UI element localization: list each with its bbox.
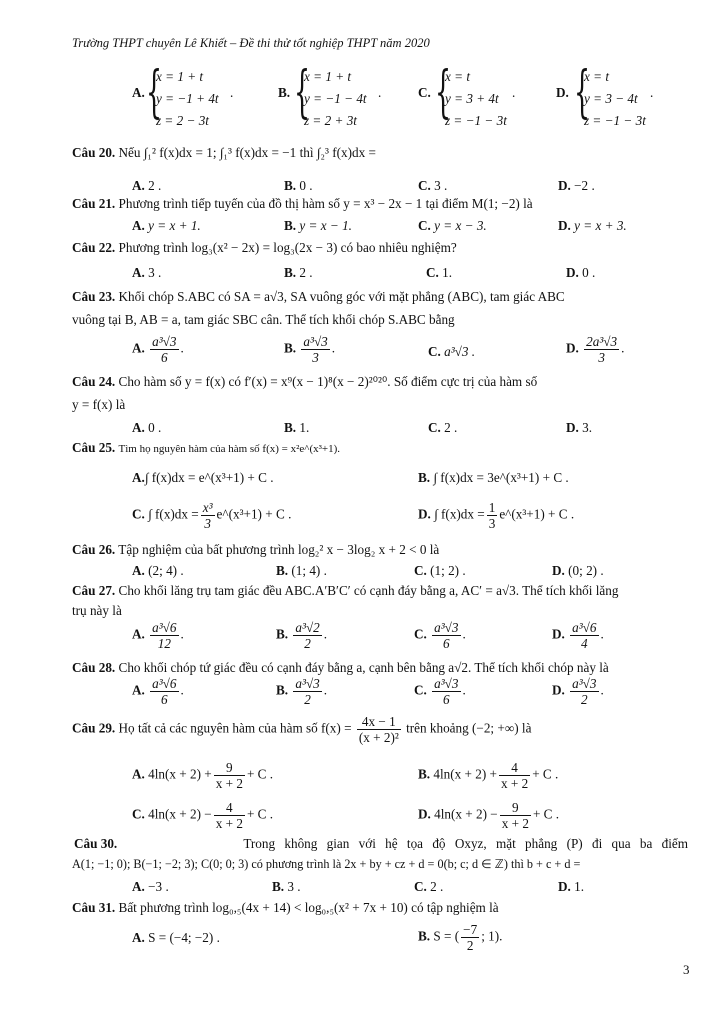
q29-option-d[interactable] [418,800,559,831]
q24-option-a[interactable] [132,420,161,436]
option-text: 3 . [434,178,448,193]
question-30-line2: A(1; −1; 0); B(−1; −2; 3); C(0; 0; 3) có phương trình là 2x + by + cz + d = 0(b; c; d ∈ ℤ) thì b + c + d = [72,857,581,871]
option-label: B. [418,928,431,944]
option-text: (1; 2) . [430,563,466,578]
q19-option-b[interactable]: B. { x = 1 + t y = −1 − 4t z = 2 + 3t . [278,66,398,132]
option-label: D. [566,420,579,435]
question-26 [72,542,439,558]
row: y = 3 + 4t [445,91,499,106]
question-30 [74,836,688,852]
option-label: B. [284,218,297,233]
option-label: B. [284,340,297,356]
row: y = −1 − 4t [304,91,367,106]
option-text: y = x + 1. [148,218,201,233]
row: z = −1 − 3t [584,113,646,128]
option-label: C. [426,265,439,280]
option-label: B. [418,470,431,485]
option-text: y = x + 3. [574,218,627,233]
q20-option-c[interactable] [418,178,447,194]
fraction: $\frac{4}{x + 2}$ [500,760,529,792]
question-21 [72,196,533,212]
option-text: y = x − 3. [434,218,487,233]
option-label: A. [132,470,145,485]
fraction: $\frac{\text{a³√6}}{4}$ [572,620,597,652]
option-label: B. [284,178,297,193]
row: z = 2 − 3t [156,113,209,128]
fraction: $\frac{\text{a³√3}}{2}$ [572,676,597,708]
option-label: A. [132,420,145,435]
question-number: Câu 25. [72,440,116,455]
question-text: Tìm họ nguyên hàm của hàm số f(x) = x²e^(x³+1). [118,443,341,455]
q30-option-a[interactable] [132,879,169,895]
option-label: B. [278,85,291,100]
q26-option-d[interactable] [552,563,604,579]
option-text: 1. [299,420,310,435]
row: y = 3 − 4t [584,91,638,106]
question-text: Khối chóp S.ABC có SA = a√3, SA vuông góc với mặt phẳng (ABC), tam giác ABC [118,289,565,304]
fraction: $\frac{4x - 1}{\text{(x + 2)²}}$ [358,714,399,746]
option-label: A. [132,218,145,233]
q25-option-c[interactable] [132,500,291,531]
option-text: + C . [246,806,274,822]
option-label: B. [276,626,289,642]
option-text: 4ln(x + 2) − [434,806,498,822]
option-label: D. [556,85,569,100]
option-text: S = (−4; −2) . [148,930,220,945]
option-text: ; 1). [481,928,503,944]
question-23 [72,289,565,305]
fraction: $\frac{\text{2a³√3}}{3}$ [586,334,618,366]
q30-option-c[interactable] [414,879,443,895]
page-number: 3 [683,962,690,977]
option-label: D. [418,806,431,822]
option-text: −3 . [148,879,169,894]
option-label: D. [558,218,571,233]
option-label: A. [132,626,145,642]
question-text: Cho khối lăng trụ tam giác đều ABC.A′B′C′ có cạnh đáy bằng a, AC′ = a√3. Thể tích khối lăng [118,583,619,598]
q26-option-c[interactable] [414,563,466,579]
option-text: 0 . [299,178,313,193]
question-text: Họ tất cả các nguyên hàm của hàm số f(x) = [118,720,352,736]
question-text: Tập nghiệm của bất phương trình log₂² x − 3log₂ x + 2 < 0 là [118,542,440,557]
question-text: trên khoảng (−2; +∞) là [406,720,532,736]
q22-option-a[interactable] [132,265,161,281]
option-text: (0; 2) . [568,563,604,578]
fraction: $\frac{\text{a³√3}}{6}$ [152,334,177,366]
row: x = t [445,69,471,84]
q31-option-b[interactable] [418,922,502,953]
question-28 [72,660,609,676]
option-text: 0 . [582,265,596,280]
q23-option-d[interactable]: D. $\frac{\text{2a³√3}}{3}$ . [566,334,625,366]
brace-icon: { [146,60,163,125]
fraction: $\frac{9}{x + 2}$ [501,800,529,832]
option-text: + C . [246,766,274,782]
question-number: Câu 27. [72,583,116,598]
option-label: C. [414,626,427,642]
question-number: Câu 31. [72,900,116,915]
option-text: a³√3 . [444,344,476,359]
fraction: $\frac{4}{x + 2}$ [215,800,243,832]
option-label: A. [132,563,145,578]
q29-option-c[interactable] [132,800,273,831]
question-31 [72,900,499,916]
brace-icon: { [574,60,591,125]
question-27-line2: trụ này là [72,603,122,618]
question-24 [72,374,537,390]
question-29 [72,714,531,745]
option-label: C. [428,344,441,359]
option-text: 2 . [148,178,162,193]
q28-option-b[interactable]: B. $\frac{\text{a³√3}}{2}$ . [276,676,328,708]
option-label: C. [414,682,427,698]
question-number: Câu 29. [72,720,116,736]
option-text: 1. [574,879,585,894]
option-label: B. [276,563,289,578]
q27-option-a[interactable]: A. $\frac{\text{a³√6}}{12}$ . [132,620,184,652]
option-label: C. [132,506,145,522]
option-text: + C . [532,806,560,822]
option-label: A. [132,85,145,100]
brace-icon: { [435,60,452,125]
option-label: B. [284,420,297,435]
q29-option-a[interactable] [132,760,273,791]
q25-option-d[interactable] [418,500,574,531]
question-number: Câu 24. [72,374,116,389]
question-number: Câu 21. [72,196,116,211]
q22-option-d[interactable] [566,265,595,281]
row: z = 2 + 3t [304,113,357,128]
q19-option-c[interactable]: C. { x = t y = 3 + 4t z = −1 − 3t . [418,66,538,132]
option-label: D. [566,265,579,280]
question-25 [72,440,340,456]
option-text: y = x − 1. [299,218,352,233]
option-label: A. [132,340,145,356]
option-label: D. [558,879,571,894]
row: y = −1 + 4t [156,91,219,106]
q26-option-b[interactable] [276,563,327,579]
option-text: −2 . [574,178,595,193]
q23-option-c[interactable] [428,344,475,360]
q22-option-c[interactable] [426,265,452,281]
option-label: D. [552,682,565,698]
option-label: C. [418,218,431,233]
question-22 [72,240,457,256]
page-header: Trường THPT chuyên Lê Khiết – Đề thi thử tốt nghiệp THPT năm 2020 [72,36,430,50]
q23-option-a[interactable]: A. $\frac{\text{a³√3}}{6}$ . [132,334,184,366]
question-number: Câu 28. [72,660,116,675]
row: x = t [584,69,610,84]
q20-option-a[interactable] [132,178,161,194]
q27-option-b[interactable]: B. $\frac{\text{a³√2}}{2}$ . [276,620,328,652]
q22-option-b[interactable] [284,265,313,281]
option-text: e^(x³+1) + C . [499,506,575,522]
option-label: D. [566,340,579,356]
option-label: C. [414,879,427,894]
option-text: ∫ f(x)dx = e^(x³+1) + C . [144,470,274,485]
option-text: 3 . [287,879,301,894]
q24-option-c[interactable] [428,420,457,436]
question-text: Cho khối chóp tứ giác đều có cạnh đáy bằng a, cạnh bên bằng a√2. Thể tích khối chóp này là [118,660,609,675]
question-text: Cho hàm số y = f(x) có f′(x) = x⁹(x − 1)⁸(x − 2)²⁰²⁰. Số điểm cực trị của hàm số [118,374,538,389]
question-24-line2: y = f(x) là [72,397,126,412]
option-text: 3 . [148,265,162,280]
question-23-line2: vuông tại B, AB = a, tam giác SBC cân. Thể tích khối chóp S.ABC bằng [72,312,455,327]
question-27 [72,583,618,599]
option-label: B. [272,879,285,894]
q28-option-d[interactable]: D. $\frac{\text{a³√3}}{2}$ . [552,676,604,708]
option-text: 2 . [444,420,458,435]
fraction: $\frac{\text{x³}}{3}$ [202,500,213,532]
question-number: Câu 30. [74,836,118,851]
question-number: Câu 22. [72,240,116,255]
row: x = 1 + t [156,69,204,84]
option-text: 4ln(x + 2) + [148,766,212,782]
question-text: Phương trình log₃(x² − 2x) = log₃(2x − 3) có bao nhiêu nghiệm? [118,240,457,255]
option-label: A. [132,178,145,193]
option-text: 1. [442,265,453,280]
question-text: Trong không gian với hệ tọa độ Oxyz, mặt phẳng (P) đi qua ba điểm [243,836,688,851]
option-label: A. [132,265,145,280]
q28-option-c[interactable]: C. $\frac{\text{a³√3}}{6}$ . [414,676,466,708]
question-text: Phương trình tiếp tuyến của đồ thị hàm số y = x³ − 2x − 1 tại điểm M(1; −2) là [118,196,533,211]
q20-option-b[interactable] [284,178,313,194]
option-label: D. [552,563,565,578]
option-text: ∫ f(x)dx = [148,506,199,522]
fraction: $\frac{9}{x + 2}$ [215,760,243,792]
option-text: ∫ f(x)dx = [434,506,485,522]
fraction: $\frac{\text{a³√3}}{6}$ [434,620,459,652]
option-label: C. [418,178,431,193]
fraction: $\frac{-7}{2}$ [463,922,478,954]
fraction: $\frac{\text{a³√2}}{2}$ [295,620,320,652]
q31-option-a[interactable] [132,930,220,946]
option-label: D. [552,626,565,642]
option-text: 2 . [299,265,313,280]
option-label: A. [132,766,145,782]
question-20 [72,145,376,161]
row: x = 1 + t [304,69,352,84]
q30-option-d[interactable] [558,879,584,895]
q27-option-c[interactable]: C. $\frac{\text{a³√3}}{6}$ . [414,620,466,652]
q19-option-a[interactable]: A. { x = 1 + t y = −1 + 4t z = 2 − 3t . [132,66,252,132]
option-label: D. [418,506,431,522]
fraction: $\frac{\text{a³√6}}{12}$ [152,620,177,652]
q21-option-d[interactable] [558,218,627,234]
q19-option-d[interactable]: D. { x = t y = 3 − 4t z = −1 − 3t . [556,66,676,132]
option-label: A. [132,682,145,698]
option-label: C. [414,563,427,578]
q23-option-b[interactable]: B. $\frac{\text{a³√3}}{3}$ . [284,334,336,366]
q25-option-b[interactable] [418,470,569,486]
option-text: 4ln(x + 2) + [433,766,497,782]
option-text: S = ( [433,928,460,944]
option-text: 2 . [430,879,444,894]
q26-option-a[interactable] [132,563,184,579]
q24-option-d[interactable] [566,420,592,436]
q28-option-a[interactable]: A. $\frac{\text{a³√6}}{6}$ . [132,676,184,708]
q21-option-c[interactable] [418,218,487,234]
option-text: + C . [532,766,559,782]
fraction: $\frac{\text{a³√3}}{2}$ [295,676,320,708]
option-text: 4ln(x + 2) − [148,806,212,822]
option-label: B. [276,682,289,698]
option-label: C. [428,420,441,435]
question-number: Câu 23. [72,289,116,304]
question-number: Câu 20. [72,145,116,160]
option-text: (1; 4) . [291,563,327,578]
fraction: $\frac{\text{a³√3}}{3}$ [303,334,328,366]
option-label: B. [284,265,297,280]
option-label: C. [132,806,145,822]
fraction: $\frac{\text{a³√6}}{6}$ [152,676,177,708]
option-label: A. [132,879,145,894]
option-text: e^(x³+1) + C . [216,506,292,522]
fraction: $\frac{1}{3}$ [488,500,496,532]
question-number: Câu 26. [72,542,116,557]
option-text: ∫ f(x)dx = 3e^(x³+1) + C . [433,470,569,485]
q21-option-a[interactable] [132,218,201,234]
q25-option-a[interactable] [132,470,274,486]
q27-option-d[interactable]: D. $\frac{\text{a³√6}}{4}$ . [552,620,604,652]
q30-option-b[interactable] [272,879,301,895]
option-label: A. [132,930,145,945]
option-label: D. [558,178,571,193]
option-label: C. [418,85,431,100]
q21-option-b[interactable] [284,218,352,234]
brace-icon: { [294,60,311,125]
option-text: (2; 4) . [148,563,184,578]
q24-option-b[interactable] [284,420,309,436]
q29-option-b[interactable] [418,760,558,791]
question-text: Bất phương trình log₀,₅(4x + 14) < log₀,₅(x² + 7x + 10) có tập nghiệm là [118,900,499,915]
row: z = −1 − 3t [445,113,507,128]
q20-option-d[interactable] [558,178,595,194]
question-text: Nếu ∫₁² f(x)dx = 1; ∫₁³ f(x)dx = −1 thì ∫₂³ f(x)dx = [118,145,376,160]
option-label: B. [418,766,431,782]
option-text: 3. [582,420,593,435]
option-text: 0 . [148,420,162,435]
fraction: $\frac{\text{a³√3}}{6}$ [434,676,459,708]
